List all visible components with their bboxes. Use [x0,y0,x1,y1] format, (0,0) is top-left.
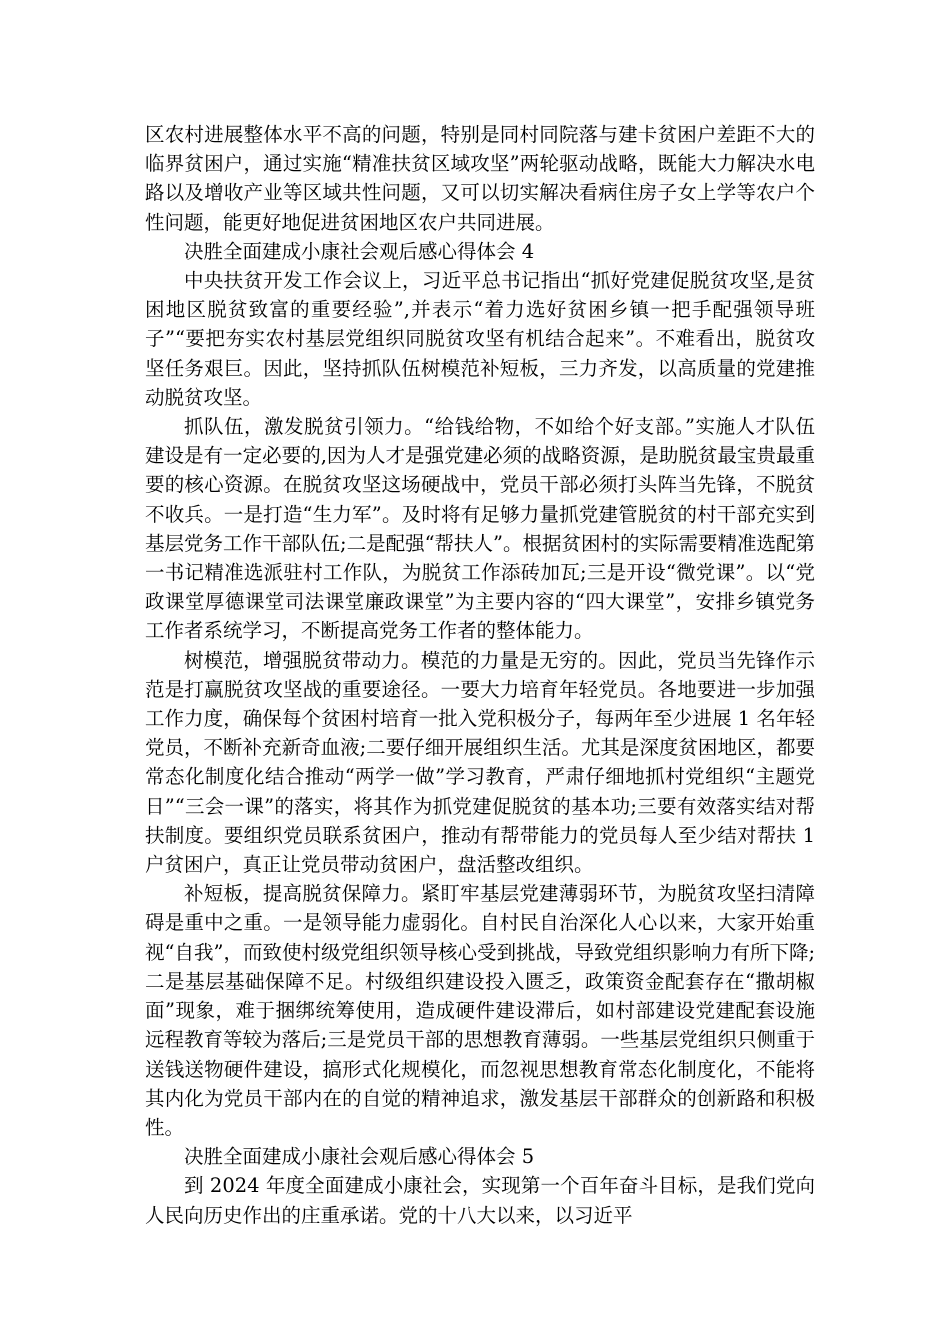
paragraph-team-building: 抓队伍，激发脱贫引领力。“给钱给物，不如给个好支部。”实施人才队伍建设是有一定必要的,因为人才是强党建必须的战略资源，是助脱贫最宝贵最重要的核心资源。在脱贫攻坚这场硬战中，党员干部必须打头阵当先锋，不脱贫不收兵。一是打造“生力军”。及时将有足够力量抓党建管脱贫的村干部充实到基层党务工作干部队伍;二是配强“帮扶人”。根据贫困村的实际需要精准选配第一书记精准选派驻村工作队，为脱贫工作添砖加瓦;三是开设“微党课”。以“党政课堂厚德课堂司法课堂廉政课堂”为主要内容的“四大课堂”，安排乡镇党务工作者系统学习，不断提高党务工作者的整体能力。 [145,415,816,643]
paragraph-intro: 区农村进展整体水平不高的问题，特别是同村同院落与建卡贫困户差距不大的临界贫困户，通过实施“精准扶贫区域攻坚”两轮驱动战略，既能大力解决水电路以及增收产业等区域共性问题，又可以切实解决看病住房子女上学等农户个性问题，能更好地促进贫困地区农户共同进展。 [145,123,815,234]
section-heading-5: 决胜全面建成小康社会观后感心得体会 5 [184,1145,535,1169]
paragraph-shortcomings: 补短板，提高脱贫保障力。紧盯牢基层党建薄弱环节，为脱贫攻坚扫清障碍是重中之重。一是领导能力虚弱化。自村民自治深化人心以来，大家开始重视“自我”，而致使村级党组织领导核心受到挑战，导致党组织影响力有所下降;二是基层基础保障不足。村级组织建设投入匮乏，政策资金配套存在“撒胡椒面”现象，难于捆绑统筹使用，造成硬件建设滞后，如村部建设党建配套设施远程教育等较为落后;三是党员干部的思想教育薄弱。一些基层党组织只侧重于送钱送物硬件建设，搞形式化规模化，而忽视思想教育常态化制度化，不能将其内化为党员干部内在的自觉的精神追求，激发基层干部群众的创新路和积极性。 [145,882,816,1139]
paragraph-5-opening: 到 2024 年度全面建成小康社会，实现第一个百年奋斗目标，是我们党向人民向历史作出的庄重承诺。党的十八大以来，以习近平 [145,1174,815,1227]
paragraph-4-opening: 中央扶贫开发工作会议上，习近平总书记指出“抓好党建促脱贫攻坚,是贫困地区脱贫致富的重要经验”,并表示“着力选好贫困乡镇一把手配强领导班子”“要把夯实农村基层党组织同脱贫攻坚有机结合起来”。不难看出，脱贫攻坚任务艰巨。因此，坚持抓队伍树模范补短板，三力齐发，以高质量的党建推动脱贫攻坚。 [145,269,815,409]
paragraph-role-models: 树模范，增强脱贫带动力。模范的力量是无穷的。因此，党员当先锋作示范是打赢脱贫攻坚战的重要途径。一要大力培育年轻党员。各地要进一步加强工作力度，确保每个贫困村培育一批入党积极分子，每两年至少进展 1 名年轻党员，不断补充新奇血液;二要仔细开展组织生活。尤其是深度贫困地区，都要常态化制度化结合推动“两学一做”学习教育，严肃仔细地抓村党组织“主题党日”“三会一课”的落实，将其作为抓党建促脱贫的基本功;三要有效落实结对帮扶制度。要组织党员联系贫困户，推动有帮带能力的党员每人至少结对帮扶 1 户贫困户，真正让党员带动贫困户，盘活整改组织。 [145,648,815,877]
document-page [145,120,815,1230]
section-heading-4: 决胜全面建成小康社会观后感心得体会 4 [184,239,535,263]
